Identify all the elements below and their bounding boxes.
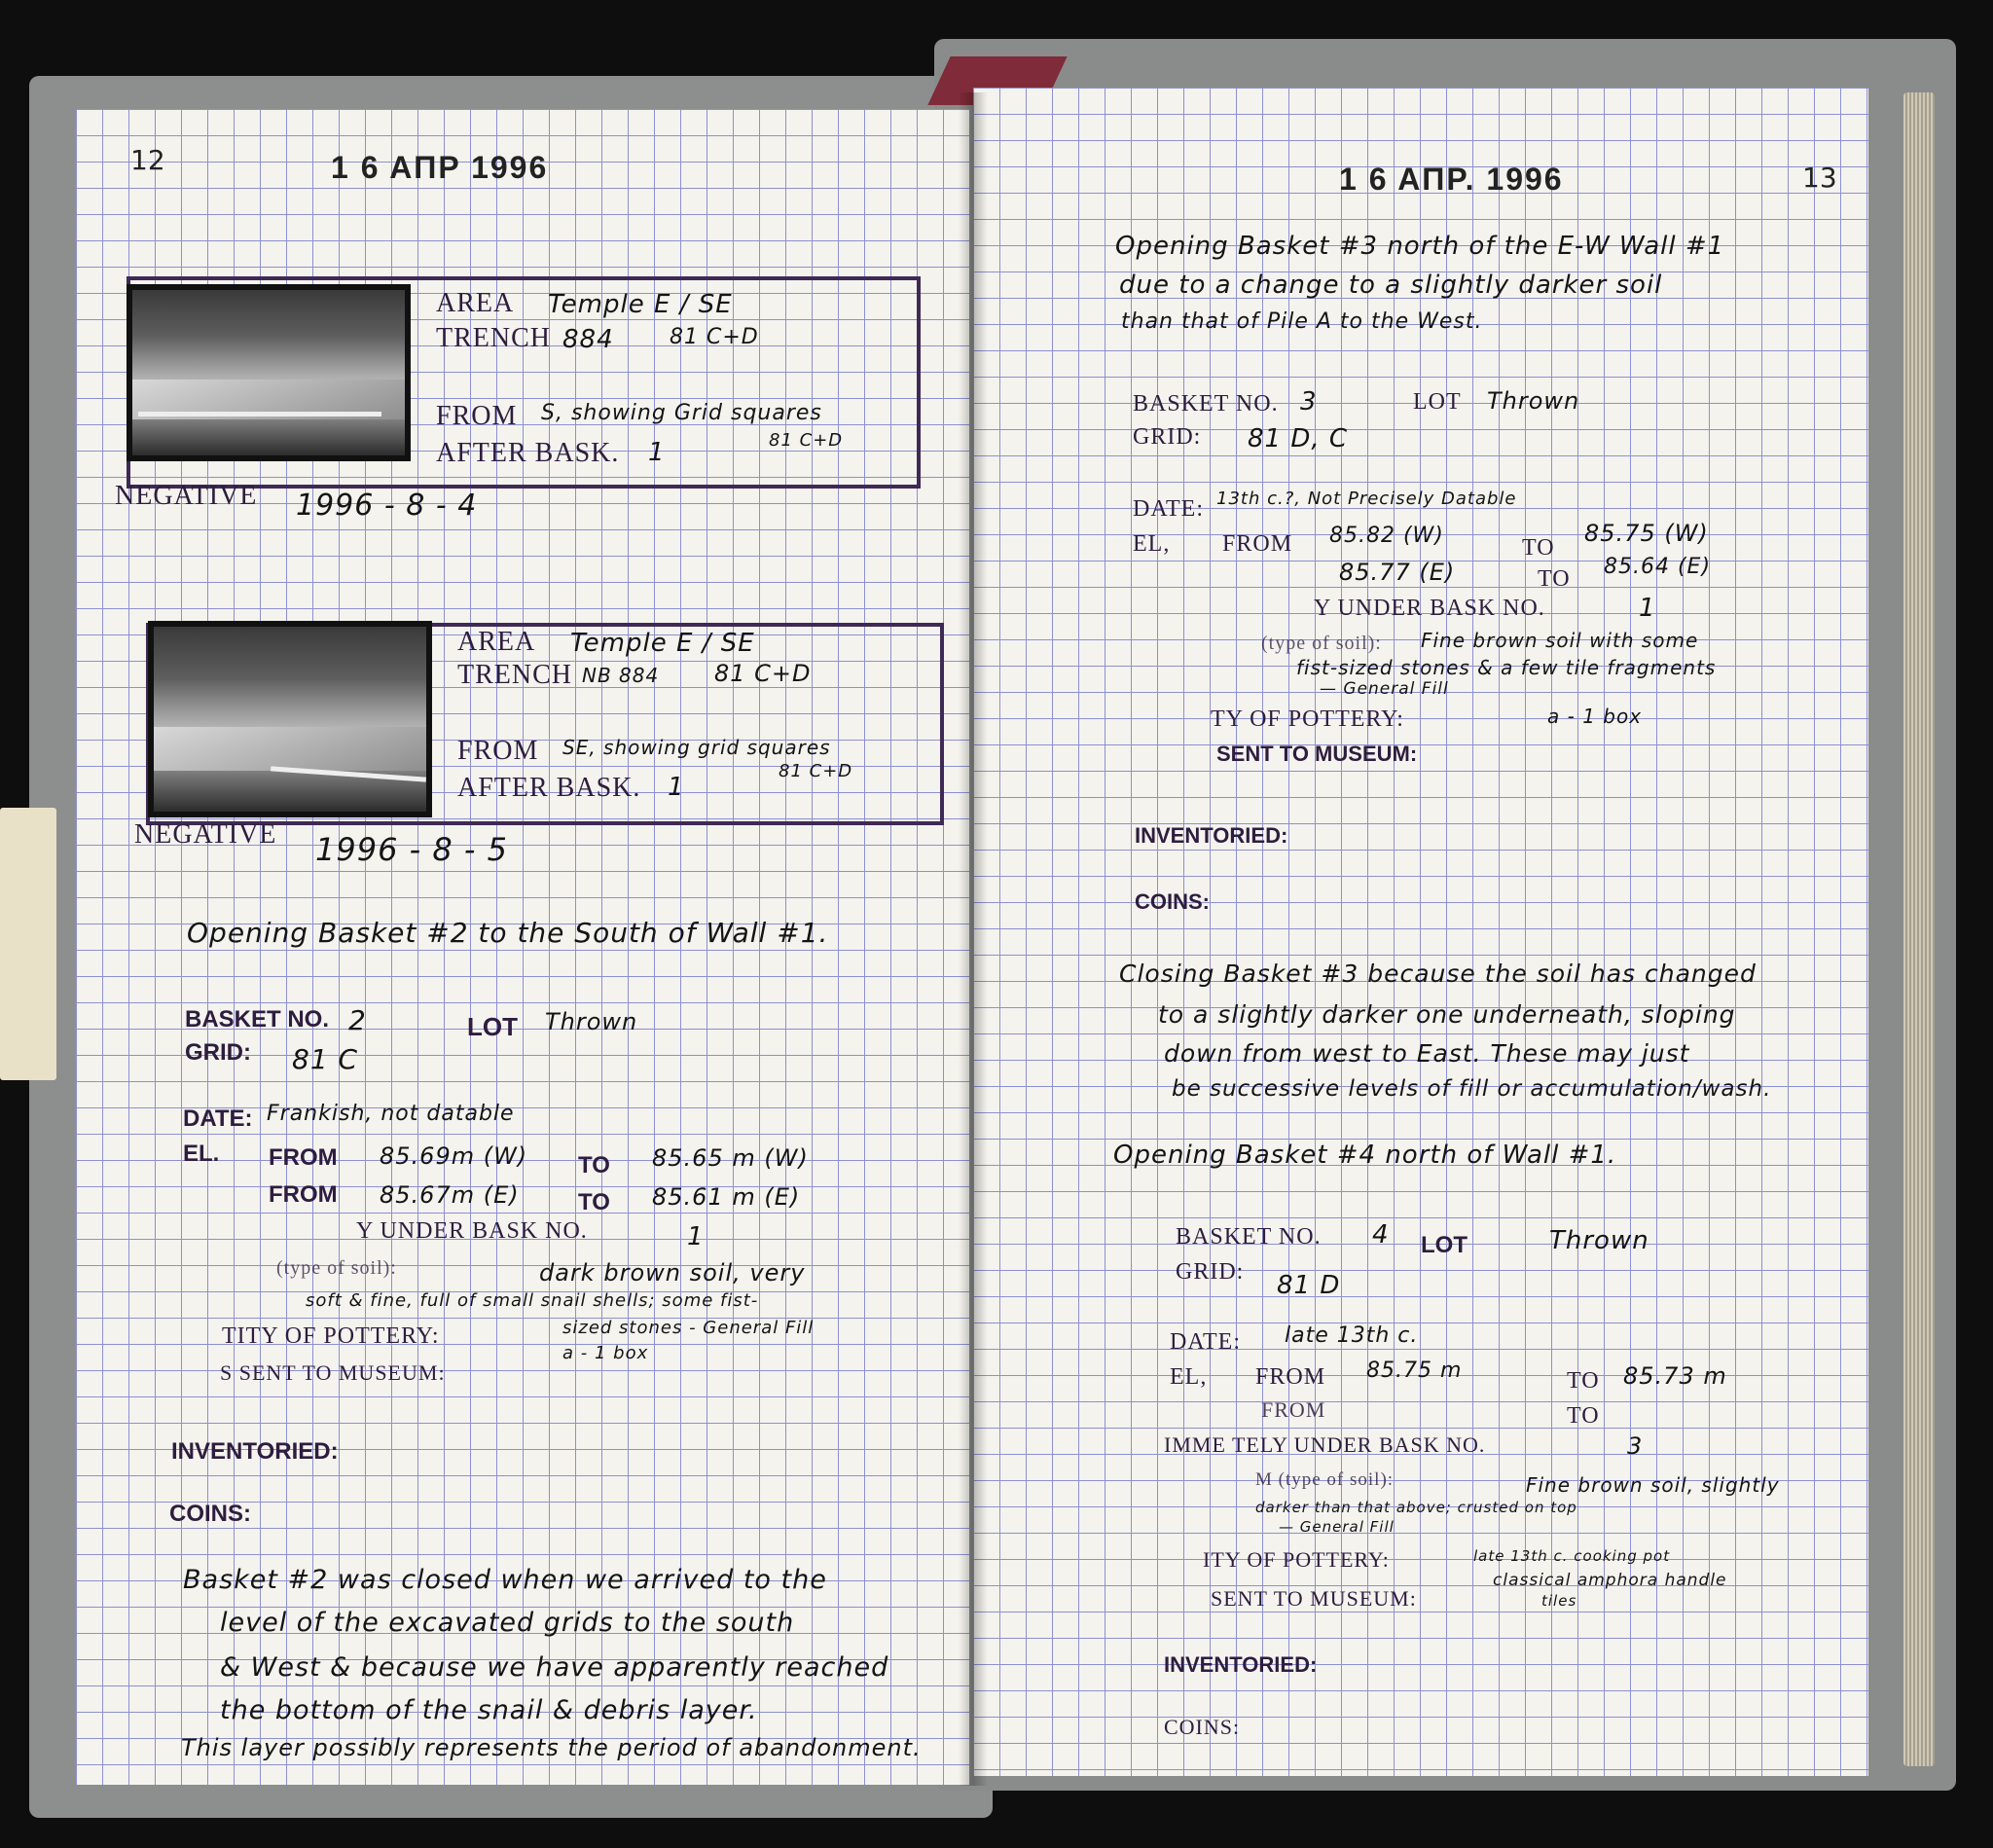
to-label: TO [1538,566,1571,592]
soil-line-3: sized stones - General Fill [562,1318,815,1338]
elevation-from-1: 85.69m (W) [380,1142,528,1170]
closing-note-line: be successive levels of fill or accumulation/wash. [1172,1076,1772,1102]
pottery-value-1: late 13th c. cooking pot [1473,1547,1671,1565]
elevation-from-2: 85.77 (E) [1339,559,1456,586]
inventoried-label: INVENTORIED: [1135,823,1288,848]
grid-label: GRID: [1133,424,1202,450]
soil-line-2: soft & fine, full of small snail shells; some fist- [306,1290,759,1311]
from-label: FROM [269,1181,338,1208]
coins-label: COINS: [169,1501,251,1527]
date-value: Frankish, not datable [267,1102,515,1126]
elevation-from-2: 85.67m (E) [380,1181,520,1209]
inventoried-label: INVENTORIED: [171,1438,339,1465]
grid-value: 81 D, C [1248,424,1349,453]
under-basket-value: 3 [1627,1432,1644,1460]
closing-note-line: Closing Basket #3 because the soil has changed [1119,960,1757,988]
opening-note-line: Opening Basket #3 north of the E-W Wall #1 [1115,232,1725,261]
after-basket-value: 1 [648,438,666,467]
date-label: DATE: [1170,1329,1241,1355]
basket-number-label: BASKET NO. [1176,1224,1322,1250]
under-basket-value: 1 [1639,594,1656,623]
coins-label: COINS: [1164,1715,1241,1739]
elevation-to-1: 85.73 m [1623,1362,1727,1390]
after-basket-label: AFTER BASK. [436,438,620,468]
lot-value: Thrown [545,1008,638,1035]
soil-label: (type of soil): [276,1257,397,1279]
area-value: Temple E / SE [570,629,755,658]
museum-label: SENT TO MUSEUM: [1216,742,1418,766]
date-label: DATE: [183,1105,253,1132]
elevation-from-1: 85.75 m [1366,1359,1463,1383]
from-value: SE, showing grid squares [562,736,831,759]
date-label: DATE: [1133,496,1204,522]
page-number: 12 [130,144,165,176]
negative-label: NEGATIVE [134,819,277,850]
basket-number-label: BASKET NO. [1133,391,1279,417]
soil-line-1: Fine brown soil with some [1421,629,1699,652]
soil-line-1: dark brown soil, very [539,1259,806,1286]
negative-value: 1996 - 8 - 4 [296,489,478,523]
opening-note: Opening Basket #4 north of Wall #1. [1113,1141,1617,1170]
elevation-to-2: 85.64 (E) [1604,555,1712,579]
under-basket-label: Y UNDER BASK NO. [356,1218,588,1244]
page-edges [1903,92,1935,1766]
soil-line-2: darker than that above; crusted on top [1255,1499,1577,1516]
from-grid: 81 C+D [769,430,844,451]
grid-label: GRID: [1176,1259,1245,1285]
lot-value: Thrown [1487,387,1580,415]
closing-note-line: This layer possibly represents the period of abandonment. [181,1734,922,1761]
left-page [76,109,969,1785]
grid-value: 81 C [292,1043,359,1075]
grid-label: GRID: [185,1039,251,1066]
excavation-photo [127,284,411,461]
elevation-to-1: 85.65 m (W) [652,1144,809,1172]
to-label: TO [1567,1403,1600,1429]
pottery-value-3: tiles [1541,1592,1577,1610]
closing-note-line: Basket #2 was closed when we arrived to the [183,1565,827,1595]
soil-line-1: Fine brown soil, slightly [1526,1473,1780,1497]
opening-note: Opening Basket #2 to the South of Wall #1. [187,917,829,949]
trench-label: TRENCH [436,323,551,353]
date-stamp: 1 6 AΠP. 1996 [1339,162,1564,197]
museum-label: S SENT TO MUSEUM: [220,1360,446,1385]
closing-note-line: to a slightly darker one underneath, sloping [1158,1000,1736,1029]
pottery-value: a - 1 box [1547,705,1643,728]
basket-number-value: 3 [1300,387,1318,417]
grid-value: 81 D [1277,1271,1341,1300]
soil-line-2: fist-sized stones & a few tile fragments [1296,656,1717,679]
trench-label: TRENCH [457,660,572,690]
inventoried-label: INVENTORIED: [1164,1652,1318,1677]
basket-number-value: 4 [1372,1220,1390,1250]
lot-value: Thrown [1549,1226,1649,1255]
date-value: late 13th c. [1285,1323,1419,1348]
to-label: TO [1522,535,1555,561]
closing-note-line: level of the excavated grids to the south [220,1608,795,1638]
closing-note-line: the bottom of the snail & debris layer. [220,1695,758,1725]
from-value: S, showing Grid squares [541,401,822,425]
closing-note-line: & West & because we have apparently reached [220,1652,889,1683]
trench-grid: 81 C+D [670,325,759,349]
soil-line-3: — General Fill [1279,1518,1395,1536]
after-basket-label: AFTER BASK. [457,773,641,803]
elastic-band [0,808,56,1080]
page-gutter [959,92,988,1786]
under-basket-label: Y UNDER BASK NO. [1314,596,1545,621]
pottery-value-2: classical amphora handle [1493,1571,1727,1590]
trench-grid: 81 C+D [714,660,812,687]
museum-label: SENT TO MUSEUM: [1211,1586,1417,1611]
under-basket-value: 1 [687,1222,705,1251]
elevation-label: EL. [183,1141,220,1167]
basket-number-value: 2 [348,1004,367,1036]
from-grid: 81 C+D [779,761,853,781]
from-label: FROM [1222,531,1293,557]
elevation-from-1: 85.82 (W) [1329,524,1444,548]
closing-note-line: down from west to East. These may just [1164,1039,1690,1068]
from-label: FROM [457,736,539,766]
area-value: Temple E / SE [548,290,733,319]
coins-label: COINS: [1135,889,1210,914]
under-basket-label: IMME TELY UNDER BASK NO. [1164,1432,1486,1457]
opening-note-line: than that of Pile A to the West. [1121,309,1483,334]
pottery-value: a - 1 box [562,1343,649,1363]
soil-label: (type of soil): [1261,633,1382,654]
pottery-label: TY OF POTTERY: [1211,707,1404,732]
pottery-label: ITY OF POTTERY: [1203,1547,1390,1572]
opening-note-line: due to a change to a slightly darker soil [1119,271,1663,300]
trench-value: NB 884 [582,664,660,687]
basket-number-label: BASKET NO. [185,1006,330,1033]
elevation-to-2: 85.61 m (E) [652,1183,801,1211]
soil-line-3: — General Fill [1320,679,1449,699]
from-label: FROM [436,401,518,431]
to-label: TO [1567,1368,1600,1394]
page-number: 13 [1802,162,1837,194]
area-label: AREA [457,627,536,657]
date-value: 13th c.?, Not Precisely Datable [1216,489,1517,509]
negative-value: 1996 - 8 - 5 [315,831,508,868]
to-label: TO [578,1189,610,1215]
from-label: FROM [1255,1364,1326,1390]
elevation-label: EL, [1133,531,1171,557]
elevation-label: EL, [1170,1364,1208,1390]
pottery-label: TITY OF POTTERY: [222,1323,440,1349]
lot-label: LOT [467,1012,518,1041]
right-page [973,88,1868,1776]
after-basket-value: 1 [668,773,685,802]
to-label: TO [578,1152,610,1178]
elevation-to-1: 85.75 (W) [1584,520,1709,547]
from-label: FROM [269,1144,338,1171]
date-stamp: 1 6 AΠP 1996 [331,150,549,185]
soil-label: M (type of soil): [1255,1469,1395,1490]
from-label: FROM [1261,1397,1326,1422]
area-label: AREA [436,288,515,318]
trench-value: 884 [562,325,614,354]
lot-label: LOT [1421,1232,1468,1258]
negative-label: NEGATIVE [115,481,258,511]
lot-label: LOT [1413,389,1462,415]
excavation-photo [148,621,432,817]
